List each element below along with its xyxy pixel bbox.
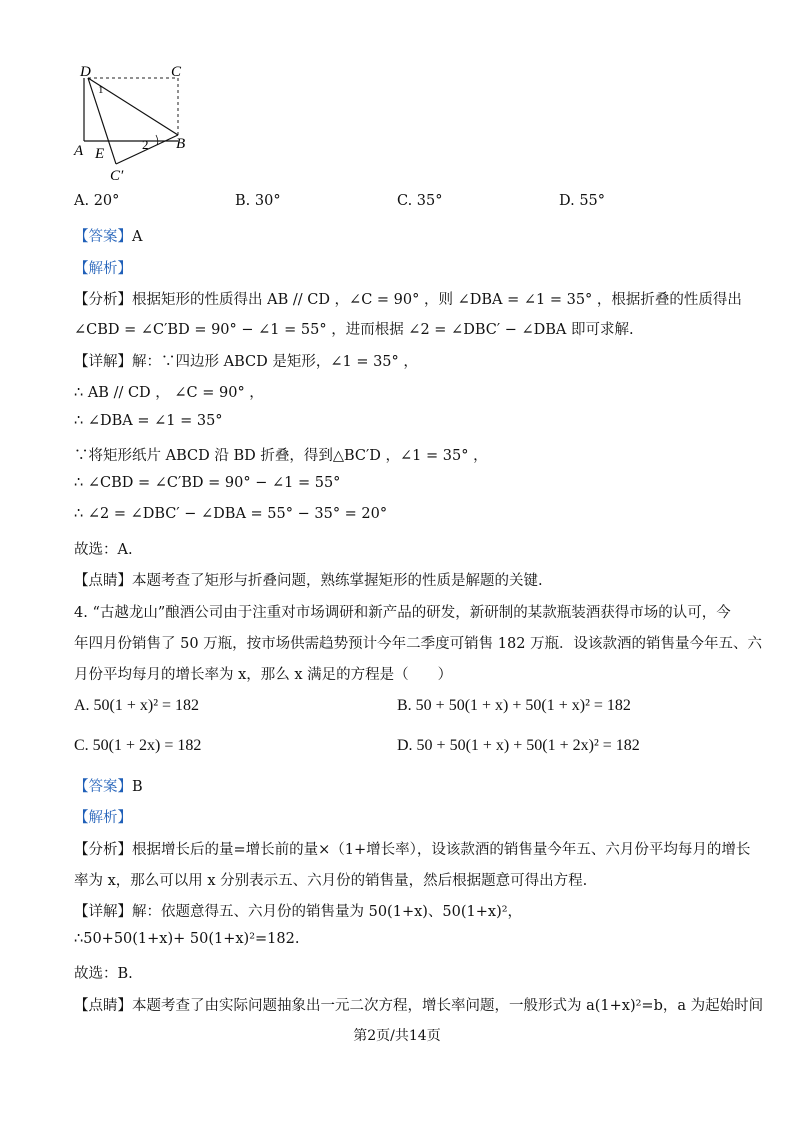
page-footer: 第2页/共14页	[353, 1028, 441, 1044]
q3-answer: A	[132, 229, 143, 245]
q4-stem-line-1: 4. “古越龙山”酿酒公司由于注重对市场调研和新产品的研发，新研制的某款瓶装酒获得市场的认可，今	[74, 605, 731, 621]
q3-answer-tag: 【答案】	[74, 229, 132, 245]
q3-fenxi-line-1	[74, 288, 742, 309]
q3-detail-line-2: ∴ AB // CD ， ∠C = 90° ，	[74, 385, 264, 401]
q4-choose: 故选：B.	[74, 966, 133, 982]
label-angle-1: 1	[98, 84, 104, 96]
angle-2-arc	[156, 135, 158, 145]
q3-option-b: B. 30°	[235, 193, 281, 209]
q3-detail-text-1: 解：∵四边形 ABCD 是矩形，∠1 = 35° ，	[132, 354, 418, 370]
q3-choose: 故选：A.	[74, 542, 133, 558]
q3-fenxi-line-2: ∠CBD = ∠C′BD = 90° − ∠1 = 55° ，进而根据 ∠2 = ∠DBC′ − ∠DBA 即可求解.	[74, 322, 634, 338]
q3-comment-tag: 【点睛】	[74, 573, 132, 589]
q3-detail-line-5: ∴ ∠CBD = ∠C′BD = 90° − ∠1 = 55°	[74, 475, 341, 491]
q4-fenxi-line-2: 率为 x，那么可以用 x 分别表示五、六月份的销售量，然后根据题意可得出方程.	[74, 873, 588, 889]
q3-option-a: A. 20°	[74, 193, 120, 209]
label-b: B	[176, 136, 186, 152]
q4-detail-line-1	[74, 900, 522, 921]
q4-fenxi-text-1: 根据增长后的量=增长前的量×（1+增长率），设该款酒的销售量今年五、六月份平均每月的增长	[132, 842, 751, 858]
q4-fenxi-tag: 【分析】	[74, 842, 132, 858]
q4-stem-line-2: 年四月份销售了 50 万瓶，按市场供需趋势预计今年二季度可销售 182 万瓶．设该款酒的销售量今年五、六	[74, 636, 763, 652]
q4-analysis-tag: 【解析】	[74, 810, 132, 826]
q3-option-d: D. 55°	[559, 193, 606, 209]
label-d: D	[80, 64, 91, 80]
q3-comment: 本题考查了矩形与折叠问题，熟练掌握矩形的性质是解题的关键.	[132, 573, 543, 589]
q3-comment-line	[74, 569, 543, 590]
q4-option-d: D. 50 + 50(1 + x) + 50(1 + 2x)² = 182	[397, 737, 640, 754]
q3-detail-line-4: ∵将矩形纸片 ABCD 沿 BD 折叠，得到△BC′D ，∠1 = 35° ，	[74, 448, 488, 464]
label-a: A	[74, 143, 84, 159]
q4-detail-line-2: ∴50+50(1+x)+ 50(1+x)²=182.	[74, 931, 300, 947]
label-c-prime: C′	[110, 168, 124, 182]
q4-answer-line	[74, 775, 143, 796]
folded-rectangle-diagram	[70, 62, 200, 182]
label-c: C	[171, 64, 182, 80]
q4-detail-text-1: 解：依题意得五、六月份的销售量为 50(1+x)、50(1+x)²，	[132, 904, 523, 920]
q3-detail-line-1	[74, 350, 418, 371]
q4-answer: B	[132, 779, 143, 795]
q4-comment-tag: 【点睛】	[74, 998, 132, 1014]
q4-option-c: C. 50(1 + 2x) = 182	[74, 737, 202, 754]
q4-stem-line-3: 月份平均每月的增长率为 x，那么 x 满足的方程是（ ）	[74, 667, 453, 683]
q4-fenxi-line-1	[74, 838, 750, 859]
q4-detail-tag: 【详解】	[74, 904, 132, 920]
q3-analysis-tag: 【解析】	[74, 261, 132, 277]
q4-comment: 本题考查了由实际问题抽象出一元二次方程，增长率问题，一般形式为 a(1+x)²=b，a 为起始时间	[132, 998, 764, 1014]
q4-option-b: B. 50 + 50(1 + x) + 50(1 + x)² = 182	[397, 697, 631, 714]
q3-detail-line-3: ∴ ∠DBA = ∠1 = 35°	[74, 413, 223, 429]
label-angle-2: 2	[142, 137, 149, 152]
q4-option-a: A. 50(1 + x)² = 182	[74, 697, 200, 714]
q3-fenxi-tag: 【分析】	[74, 292, 132, 308]
q3-option-c: C. 35°	[397, 193, 443, 209]
geometry-figure	[70, 62, 200, 186]
q3-detail-tag: 【详解】	[74, 354, 132, 370]
label-e: E	[95, 146, 105, 162]
q4-comment-line	[74, 994, 763, 1015]
q4-answer-tag: 【答案】	[74, 779, 132, 795]
q3-detail-line-6: ∴ ∠2 = ∠DBC′ − ∠DBA = 55° − 35° = 20°	[74, 506, 388, 522]
q3-fenxi-text-1: 根据矩形的性质得出 AB // CD ，∠C = 90° ，则 ∠DBA = ∠1 = 35° ，根据折叠的性质得出	[132, 292, 742, 308]
q3-answer-line	[74, 225, 142, 246]
